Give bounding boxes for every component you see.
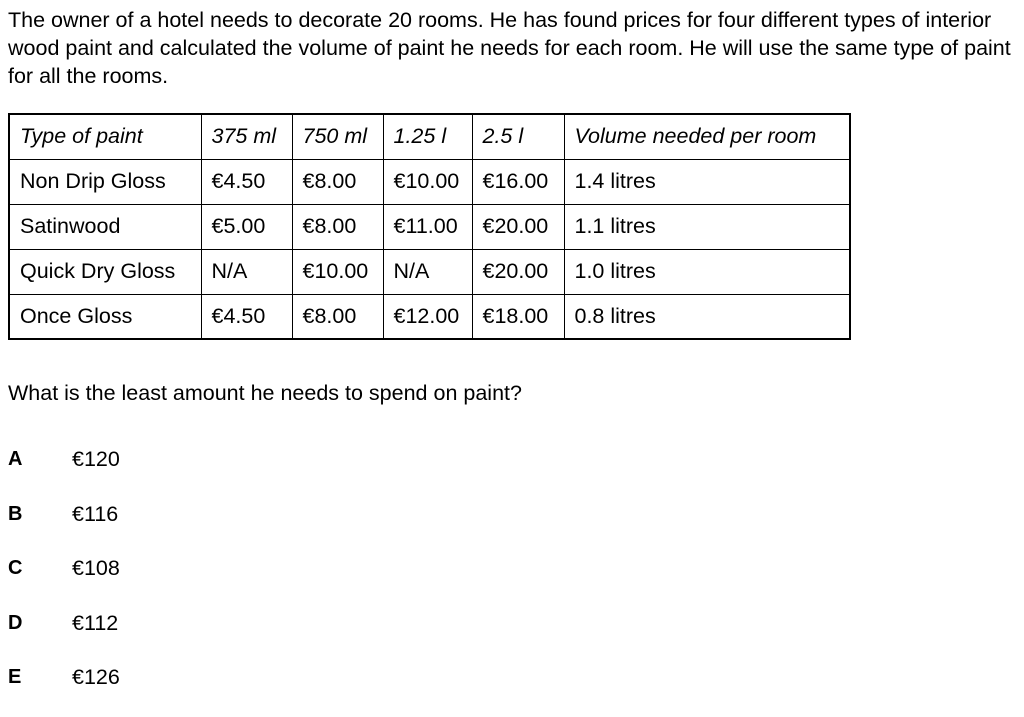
header-1-25l: 1.25 l	[383, 114, 472, 159]
option-letter: A	[8, 448, 23, 470]
table-cell: €10.00	[383, 159, 472, 204]
table-cell: Once Gloss	[9, 294, 201, 339]
table-cell: €12.00	[383, 294, 472, 339]
option-text: €108	[72, 556, 120, 580]
question-text: What is the least amount he needs to spend on paint?	[8, 381, 522, 405]
table-row	[9, 204, 850, 249]
table-header-row	[9, 114, 850, 159]
option-letter: B	[8, 502, 23, 525]
option-text: €120	[72, 447, 120, 471]
answer-option-a[interactable]	[8, 444, 120, 499]
table-cell: €10.00	[292, 249, 383, 294]
table-cell: €8.00	[292, 159, 383, 204]
option-letter: C	[8, 557, 23, 579]
option-text: €112	[72, 610, 119, 635]
table-row	[9, 249, 850, 294]
answer-options	[8, 444, 120, 717]
table-cell: Non Drip Gloss	[9, 159, 201, 204]
table-cell: 1.0 litres	[564, 249, 850, 294]
table-cell: €5.00	[201, 204, 292, 249]
table-cell: N/A	[383, 249, 472, 294]
table-cell: €16.00	[472, 159, 564, 204]
table-cell: €20.00	[472, 204, 564, 249]
option-text: €126	[72, 665, 120, 689]
table-cell: €11.00	[383, 204, 472, 249]
header-375ml: 375 ml	[201, 114, 292, 159]
header-volume-needed: Volume needed per room	[564, 114, 850, 159]
answer-option-b[interactable]	[8, 499, 120, 554]
table-cell: €20.00	[472, 249, 564, 294]
table-cell: €4.50	[201, 159, 292, 204]
table-cell: €4.50	[201, 294, 292, 339]
table-cell: 1.1 litres	[564, 204, 850, 249]
table-cell: N/A	[201, 249, 292, 294]
table-cell: Quick Dry Gloss	[9, 249, 201, 294]
answer-option-c[interactable]	[8, 553, 120, 608]
header-750ml: 750 ml	[292, 114, 383, 159]
paint-price-table	[8, 113, 851, 340]
header-2-5l: 2.5 l	[472, 114, 564, 159]
table-cell: Satinwood	[9, 204, 201, 249]
answer-option-d[interactable]	[8, 608, 120, 663]
option-letter: E	[8, 666, 22, 688]
table-cell: 0.8 litres	[564, 294, 850, 339]
answer-option-e[interactable]	[8, 662, 120, 717]
table-cell: 1.4 litres	[564, 159, 850, 204]
table-cell: €8.00	[292, 294, 383, 339]
option-text: €116	[72, 501, 119, 526]
table-cell: €18.00	[472, 294, 564, 339]
problem-intro: The owner of a hotel needs to decorate 20 rooms. He has found prices for four different types of interior wood paint and calculated the volume of paint he needs for each room. He will use the same type of paint for all the rooms.	[8, 8, 1011, 88]
table-row	[9, 294, 850, 339]
table-row	[9, 159, 850, 204]
header-type-of-paint: Type of paint	[9, 114, 201, 159]
option-letter: D	[8, 611, 23, 634]
table-cell: €8.00	[292, 204, 383, 249]
